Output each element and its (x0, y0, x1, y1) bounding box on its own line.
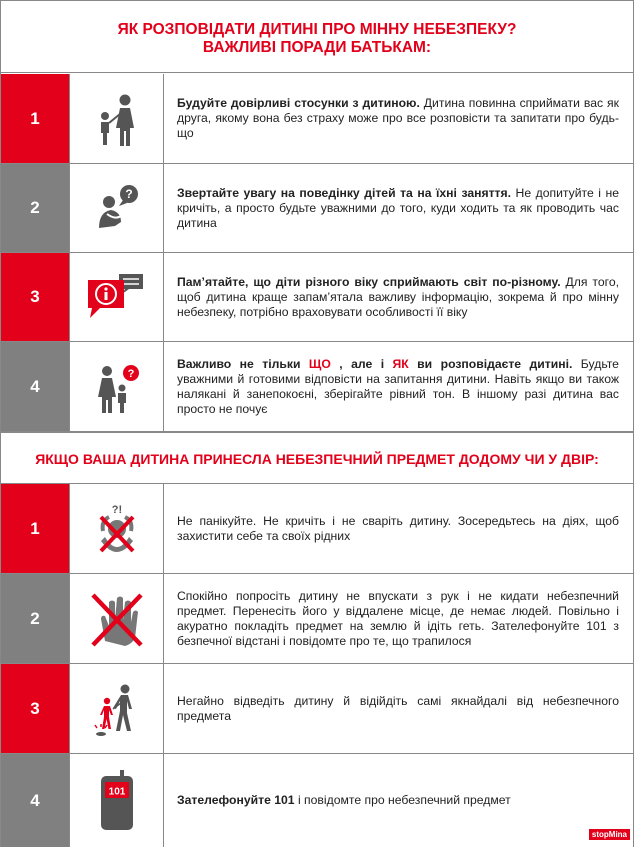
walk-away-icon (69, 664, 164, 753)
action-row-3 (1, 664, 633, 754)
highlight-what: ЩО (308, 356, 331, 371)
svg-text:?: ? (127, 367, 134, 380)
no-touch-hand-icon (69, 574, 164, 663)
highlight-how: ЯК (392, 356, 409, 371)
tip-bold: , але і (330, 356, 393, 371)
page-title-line2: ВАЖЛИВІ ПОРАДИ БАТЬКАМ: (202, 39, 432, 56)
action-text (177, 484, 619, 573)
tip-rest: Дитина повинна сприймати вас як друга, якому вона без страху може про все розповісти та запитати про будь-що (177, 96, 619, 140)
tip-bold: Важливо не тільки (177, 356, 309, 371)
tip-bold: Будуйте довірливі стосунки з дитиною. (177, 96, 420, 110)
action-row-2 (1, 574, 633, 664)
tip-number: 4 (1, 342, 69, 431)
action-number: 3 (1, 664, 69, 753)
tip-row-2 (1, 164, 633, 253)
action-number: 4 (1, 754, 69, 847)
action-text (177, 664, 619, 753)
info-chat-icon (69, 253, 164, 341)
tip-row-3 (1, 253, 633, 342)
action-text (177, 754, 619, 847)
phone-101-icon (69, 754, 164, 847)
tip-number: 2 (1, 164, 69, 252)
tip-bold: ви розповідаєте дитині. (408, 356, 573, 371)
parent-child-icon (69, 74, 164, 163)
action-bold: Зателефонуйте 101 (177, 793, 295, 807)
tip-bold: Звертайте увагу на поведінку дітей та на їхні заняття. (177, 185, 512, 200)
tip-row-4 (1, 342, 633, 432)
stopmina-logo: stopMina (589, 829, 630, 840)
tip-text (177, 164, 619, 252)
parent-child-question-icon (69, 342, 164, 431)
tip-rest: Будьте уважними й готовими відповісти на запитання дитини. Навіть якщо ви також налякані й занепокоєні, зберігайте рівний тон. В іншому разі дитина вас просто не почує (177, 356, 619, 416)
tip-text (177, 74, 619, 163)
action-text-body: Спокійно попросіть дитину не впускати з рук і не кидати небезпечний предмет. Перенесіть його у віддалене місце, де немає людей. Повільно і акуратно покладіть предмет на землю й ідіть геть. Зателефонуйте 101 з безпечної відстані і повідомте про те, що трапилося (177, 588, 619, 648)
action-number: 1 (1, 484, 69, 573)
section-heading (1, 432, 633, 484)
action-text-body: Не панікуйте. Не кричіть і не сваріть дитину. Зосередьтесь на діях, щоб захистити себе та своїх рідних (177, 513, 619, 543)
action-row-4 (1, 754, 633, 847)
tip-text (177, 253, 619, 341)
page-title-line1: ЯК РОЗПОВІДАТИ ДИТИНІ ПРО МІННУ НЕБЕЗПЕКУ? (117, 21, 517, 38)
tip-text (177, 342, 619, 431)
action-row-1 (1, 484, 633, 574)
phone-label: 101 (108, 786, 125, 797)
action-text-body: Негайно відведіть дитину й відійдіть самі якнайдалі від небезпечного предмета (177, 693, 619, 723)
action-text (177, 574, 619, 663)
tip-rest: Для того, щоб дитина краще запам’ятала важливу інформацію, зокрема й про мінну небезпеку, потрібно враховувати особливості її віку (177, 274, 619, 319)
thinking-person-icon (69, 164, 164, 252)
action-number: 2 (1, 574, 69, 663)
tip-row-1 (1, 74, 633, 164)
no-panic-mark: ?! (111, 503, 122, 516)
page-header (1, 0, 633, 73)
no-panic-icon (69, 484, 164, 573)
action-rest: і повідомте про небезпечний предмет (294, 793, 511, 807)
tip-number: 1 (1, 74, 69, 163)
tip-bold: Пам’ятайте, що діти різного віку сприймають світ по-різному. (177, 274, 561, 289)
tip-number: 3 (1, 253, 69, 341)
section-title: ЯКЩО ВАША ДИТИНА ПРИНЕСЛА НЕБЕЗПЕЧНИЙ ПРЕДМЕТ ДОДОМУ ЧИ У ДВІР: (35, 451, 599, 467)
tip-rest: Не допитуйте і не кричіть, а просто будьте уважними до того, куди ходить та як проводить час дитина (177, 185, 620, 230)
svg-text:?: ? (124, 187, 133, 201)
